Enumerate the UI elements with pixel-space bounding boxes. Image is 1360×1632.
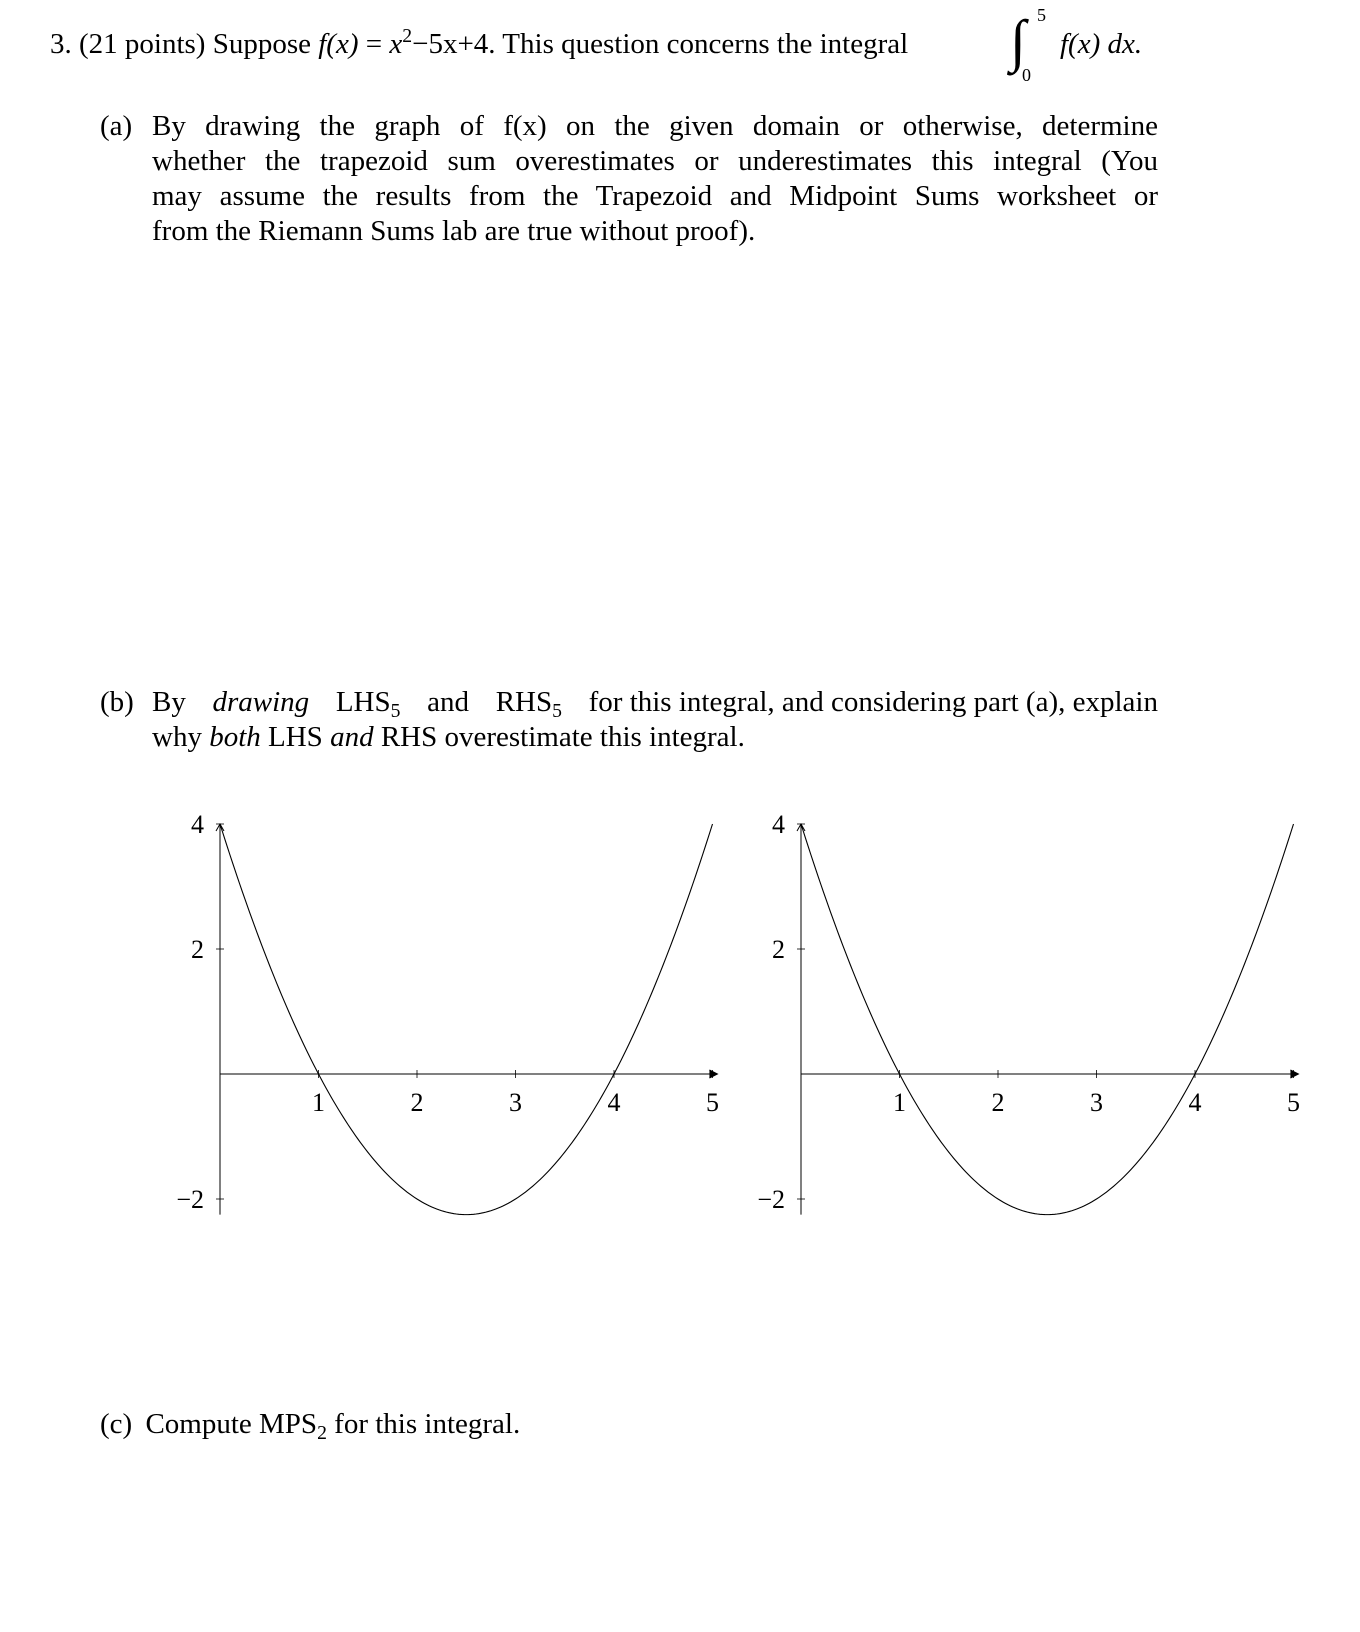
graph-1-y-tick-label-2: −2 xyxy=(176,1185,204,1214)
graph-1-x-tick-label-3: 3 xyxy=(509,1088,522,1117)
part-a-line-2: whether the trapezoid sum overestimates or underestimates this integral (You xyxy=(152,145,1158,177)
problem-points: (21 points) Suppose xyxy=(79,28,311,60)
part-b-and: and xyxy=(427,686,470,718)
graph-1-y-tick-label-1: 2 xyxy=(191,935,204,964)
integral-sign: ∫ xyxy=(1010,8,1026,73)
graph-2-y-tick-label-0: 4 xyxy=(772,810,785,839)
integrand-f: f(x) xyxy=(1060,28,1101,60)
integral-lower-limit: 0 xyxy=(1022,65,1031,85)
part-b-label: (b) xyxy=(100,686,134,718)
graph-1-x-tick-label-1: 1 xyxy=(312,1088,325,1117)
graph-2-x-axis-arrow xyxy=(1290,1070,1298,1078)
part-b-lhs5: $LHS_5$ xyxy=(335,686,401,722)
part-c-text-b: for this integral. xyxy=(334,1408,521,1440)
graph-1-x-axis-arrow xyxy=(709,1070,717,1078)
graph-1-x-tick-label-4: 4 xyxy=(607,1088,621,1117)
graph-1-x-tick-label-2: 2 xyxy=(410,1088,424,1117)
graph-1-y-tick-label-0: 4 xyxy=(191,810,204,839)
part-b-and-italic: and xyxy=(330,721,374,753)
part-b-both: both xyxy=(209,721,261,753)
part-c-label: (c) xyxy=(100,1408,133,1440)
graph-1-curve xyxy=(220,824,713,1215)
problem-statement: This question concerns the integral xyxy=(502,28,909,60)
graph-2-curve xyxy=(801,824,1294,1215)
graph-2-x-tick-label-3: 3 xyxy=(1090,1088,1103,1117)
part-c-sub: 2 xyxy=(317,1421,327,1444)
graph-2-x-tick-label-2: 2 xyxy=(991,1088,1005,1117)
part-b-rhs5: $RHS_5$ xyxy=(495,686,562,722)
integrand-dx: dx. xyxy=(1107,28,1143,60)
expr-x: x xyxy=(389,28,403,60)
part-a-line-3: may assume the results from the Trapezoid and Midpoint Sums worksheet or xyxy=(152,180,1158,212)
graph-2-x-tick-label-4: 4 xyxy=(1188,1088,1202,1117)
graph-2-y-tick-label-1: 2 xyxy=(772,935,785,964)
part-b-why: why xyxy=(152,721,202,753)
part-b-rest: for this integral, and considering part (a), explain xyxy=(588,686,1158,718)
part-b-lhs: LHS xyxy=(268,721,323,753)
expr-rest: −5x+4. xyxy=(412,28,496,60)
graph-1-x-tick-label-5: 5 xyxy=(706,1088,719,1117)
part-a-line-1: By drawing the graph of f(x) on the given domain or otherwise, determine xyxy=(152,110,1158,142)
expr-exponent: 2 xyxy=(402,25,413,48)
graph-2-y-tick-label-2: −2 xyxy=(757,1185,785,1214)
part-c-line xyxy=(100,1408,521,1444)
part-c-text-a: Compute MPS xyxy=(145,1408,318,1440)
graph-2-x-tick-label-1: 1 xyxy=(893,1088,906,1117)
problem-number: 3. xyxy=(50,28,72,60)
equals-sign: = xyxy=(365,28,383,60)
part-b-by: By xyxy=(152,686,186,718)
function-name: f(x) xyxy=(318,28,359,60)
integral-upper-limit: 5 xyxy=(1037,5,1046,25)
graph-2-x-tick-label-5: 5 xyxy=(1287,1088,1300,1117)
part-a-line-4: from the Riemann Sums lab are true without proof). xyxy=(152,215,756,247)
part-a-label: (a) xyxy=(100,110,133,142)
part-b-drawing: drawing xyxy=(212,686,310,718)
part-b-rest-2: RHS overestimate this integral. xyxy=(380,721,745,753)
